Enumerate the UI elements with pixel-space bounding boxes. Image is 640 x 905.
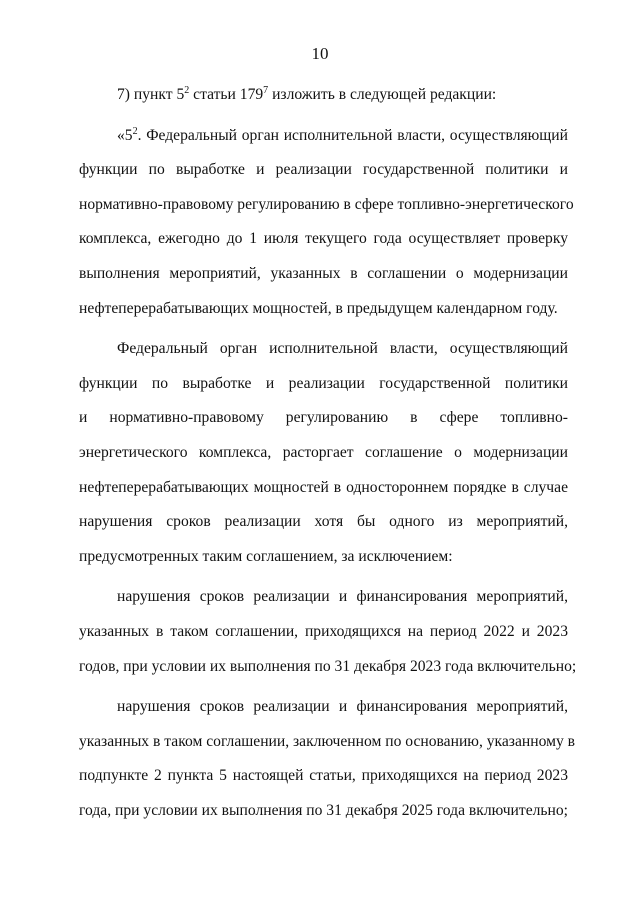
- intro-suffix: изложить в следующей редакции:: [268, 86, 497, 103]
- paragraph-line: нарушения сроков реализации и финансирования мероприятий,: [117, 698, 568, 716]
- paragraph-line: нарушения сроков реализации хотя бы одного из мероприятий,: [79, 513, 568, 531]
- paragraph-line: и нормативно-правовому регулированию в сфере топливно-: [79, 409, 568, 427]
- intro-prefix: 7) пункт 5: [117, 86, 185, 103]
- paragraph-line: Федеральный орган исполнительной власти, осуществляющий: [117, 340, 568, 358]
- paragraph-line: комплекса, ежегодно до 1 июля текущего года осуществляет проверку: [79, 230, 568, 248]
- paragraph-line: нефтеперерабатывающих мощностей в одностороннем порядке в случае: [79, 478, 568, 496]
- paragraph-line: нарушения сроков реализации и финансирования мероприятий,: [117, 588, 568, 606]
- quote-rest: . Федеральный орган исполнительной власти, осуществляющий: [137, 126, 568, 144]
- amendment-intro: [79, 78, 568, 113]
- paragraph-line: подпункте 2 пункта 5 настоящей статьи, приходящихся на период 2023: [79, 767, 568, 785]
- paragraph-3: [79, 580, 577, 684]
- intro-superscript: 7: [263, 85, 269, 96]
- paragraph-2: [79, 332, 568, 574]
- paragraph-4: [79, 690, 575, 828]
- paragraph-line: выполнения мероприятий, указанных в соглашении о модернизации: [79, 264, 568, 282]
- intro-middle: статьи 179: [189, 86, 264, 103]
- paragraph-line: предусмотренных таким соглашением, за исключением:: [79, 547, 453, 565]
- paragraph-line: энергетического комплекса, расторгает соглашение о модернизации: [79, 443, 568, 461]
- paragraph-line: года, при условии их выполнения по 31 декабря 2025 года включительно;: [79, 801, 568, 819]
- page-number: 10: [311, 44, 329, 63]
- quote-open: «5: [117, 126, 133, 144]
- paragraph-line: указанных в таком соглашении, заключенном по основанию, указанному в: [79, 732, 575, 750]
- paragraph-line: указанных в таком соглашении, приходящихся на период 2022 и 2023: [79, 622, 568, 640]
- paragraph-1: [79, 119, 574, 327]
- document-body: [79, 78, 577, 828]
- paragraph-line: функции по выработке и реализации государственной политики и: [79, 161, 568, 179]
- paragraph-line: нефтеперерабатывающих мощностей, в предыдущем календарном году.: [79, 299, 558, 317]
- paragraph-line: нормативно-правовому регулированию в сфере топливно-энергетического: [79, 195, 574, 213]
- paragraph-line: годов, при условии их выполнения по 31 декабря 2023 года включительно;: [79, 657, 577, 675]
- paragraph-line: [79, 119, 568, 154]
- intro-superscript: 2: [184, 85, 190, 96]
- paragraph-line: функции по выработке и реализации государственной политики: [79, 374, 568, 392]
- quote-superscript: 2: [132, 125, 138, 137]
